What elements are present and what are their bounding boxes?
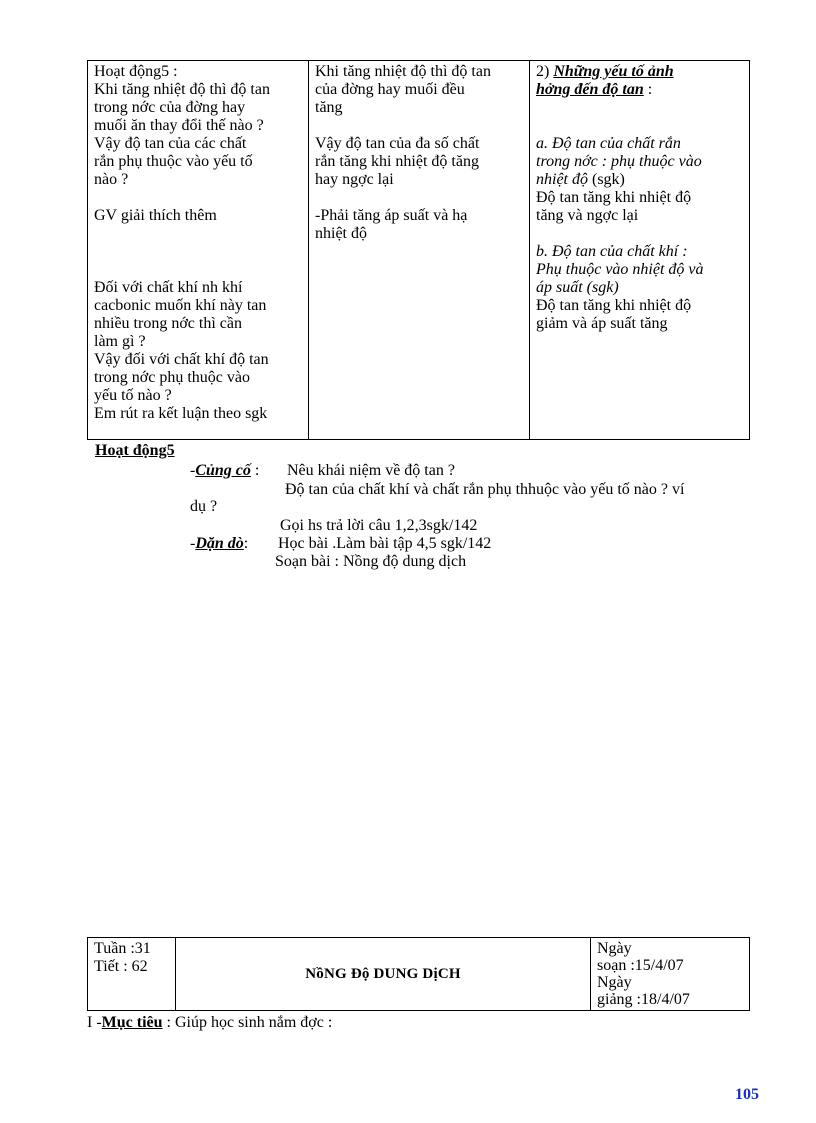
solid-solubility-line: trong nớc : phụ thuộc vào (536, 153, 702, 170)
cung-co-question-2: Độ tan của chất khí và chất rắn phụ thhuộc vào yếu tố nào ? ví (285, 481, 685, 498)
dan-do-row: -Dặn dò: (190, 535, 249, 552)
gas-solubility-note: giảm và áp suất tăng (536, 315, 668, 332)
solid-solubility-line: a. Độ tan của chất rắn (536, 135, 681, 152)
dan-do-label: Dặn dò (195, 535, 244, 552)
period-label: Tiết : 62 (94, 958, 148, 975)
solid-solubility-line: nhiệt độ (sgk) (536, 171, 625, 188)
student-line: -Phải tăng áp suất và hạ (315, 207, 468, 224)
lesson-header-table (87, 937, 750, 1011)
student-line: Vậy độ tan của đa số chất (315, 135, 480, 152)
student-line: rắn tăng khi nhiệt độ tăng (315, 153, 479, 170)
teacher-line: Khi tăng nhiệt độ thì độ tan (94, 81, 270, 98)
teacher-line: Vậy đối với chất khí độ tan (94, 351, 269, 368)
gas-solubility-line: b. Độ tan của chất khí : (536, 243, 688, 260)
teacher-line: làm gì ? (94, 333, 146, 350)
cung-co-row: -Củng cố : (190, 462, 260, 479)
date-line: Ngày (597, 940, 632, 957)
student-activity-cell (309, 61, 530, 440)
teacher-line: muối ăn thay đổi thế nào ? (94, 117, 264, 134)
solid-solubility-note: tăng và ngợc lại (536, 207, 639, 224)
page-number: 105 (735, 1086, 759, 1103)
date-line: soạn :15/4/07 (597, 957, 684, 974)
cung-co-question-1: Nêu khái niệm về độ tan ? (287, 462, 455, 479)
teacher-line: trong nớc phụ thuộc vào (94, 369, 250, 386)
teacher-line: rắn phụ thuộc vào yếu tố (94, 153, 253, 170)
lesson-title: NồNG Độ DUNG DịCH (176, 938, 591, 1011)
dates-cell (591, 938, 750, 1011)
teacher-line: Hoạt động5 : (94, 63, 178, 80)
solid-solubility-note: Độ tan tăng khi nhiệt độ (536, 189, 692, 206)
teacher-line: Đối với chất khí nh khí (94, 279, 243, 296)
activity-table (87, 60, 750, 440)
student-line: Khi tăng nhiệt độ thì độ tan (315, 63, 491, 80)
section-heading-cont: hởng đến độ tan : (536, 81, 653, 98)
teacher-line: Em rút ra kết luận theo sgk (94, 405, 268, 422)
cung-co-question-3: Gọi hs trả lời câu 1,2,3sgk/142 (280, 517, 478, 534)
cung-co-label: Củng cố (195, 462, 251, 479)
date-line: giảng :18/4/07 (597, 991, 690, 1008)
date-line: Ngày (597, 974, 632, 991)
cung-co-question-2-cont: dụ ? (190, 498, 218, 515)
gas-solubility-note: Độ tan tăng khi nhiệt độ (536, 297, 692, 314)
week-label: Tuần :31 (94, 940, 151, 957)
objectives-label: Mục tiêu (101, 1014, 163, 1031)
content-cell (530, 61, 750, 440)
week-period-cell (88, 938, 176, 1011)
dan-do-item-1: Học bài .Làm bài tập 4,5 sgk/142 (278, 535, 492, 552)
teacher-line: nhiều trong nớc thì cần (94, 315, 242, 332)
teacher-line: trong nớc của đờng hay (94, 99, 246, 116)
student-line: tăng (315, 99, 343, 116)
student-line: hay ngợc lại (315, 171, 394, 188)
teacher-line: cacbonic muốn khí này tan (94, 297, 267, 314)
section-heading: 2) Những yếu tố ảnh (536, 63, 674, 80)
gas-solubility-line: áp suất (sgk) (536, 279, 619, 296)
teacher-line: nào ? (94, 171, 129, 188)
teacher-line: Vậy độ tan của các chất (94, 135, 247, 152)
teacher-activity-cell (88, 61, 309, 440)
teacher-line: yếu tố nào ? (94, 387, 172, 404)
gas-solubility-line: Phụ thuộc vào nhiệt độ và (536, 261, 704, 278)
dan-do-item-2: Soạn bài : Nồng độ dung dịch (275, 553, 467, 570)
student-line: nhiệt độ (315, 225, 367, 242)
student-line: của đờng hay muối đều (315, 81, 465, 98)
consolidation-heading: Hoạt động5 (95, 442, 175, 459)
teacher-line: GV giải thích thêm (94, 207, 217, 224)
objectives-line: I -Mục tiêu : Giúp học sinh nắm đợc : (87, 1014, 333, 1031)
